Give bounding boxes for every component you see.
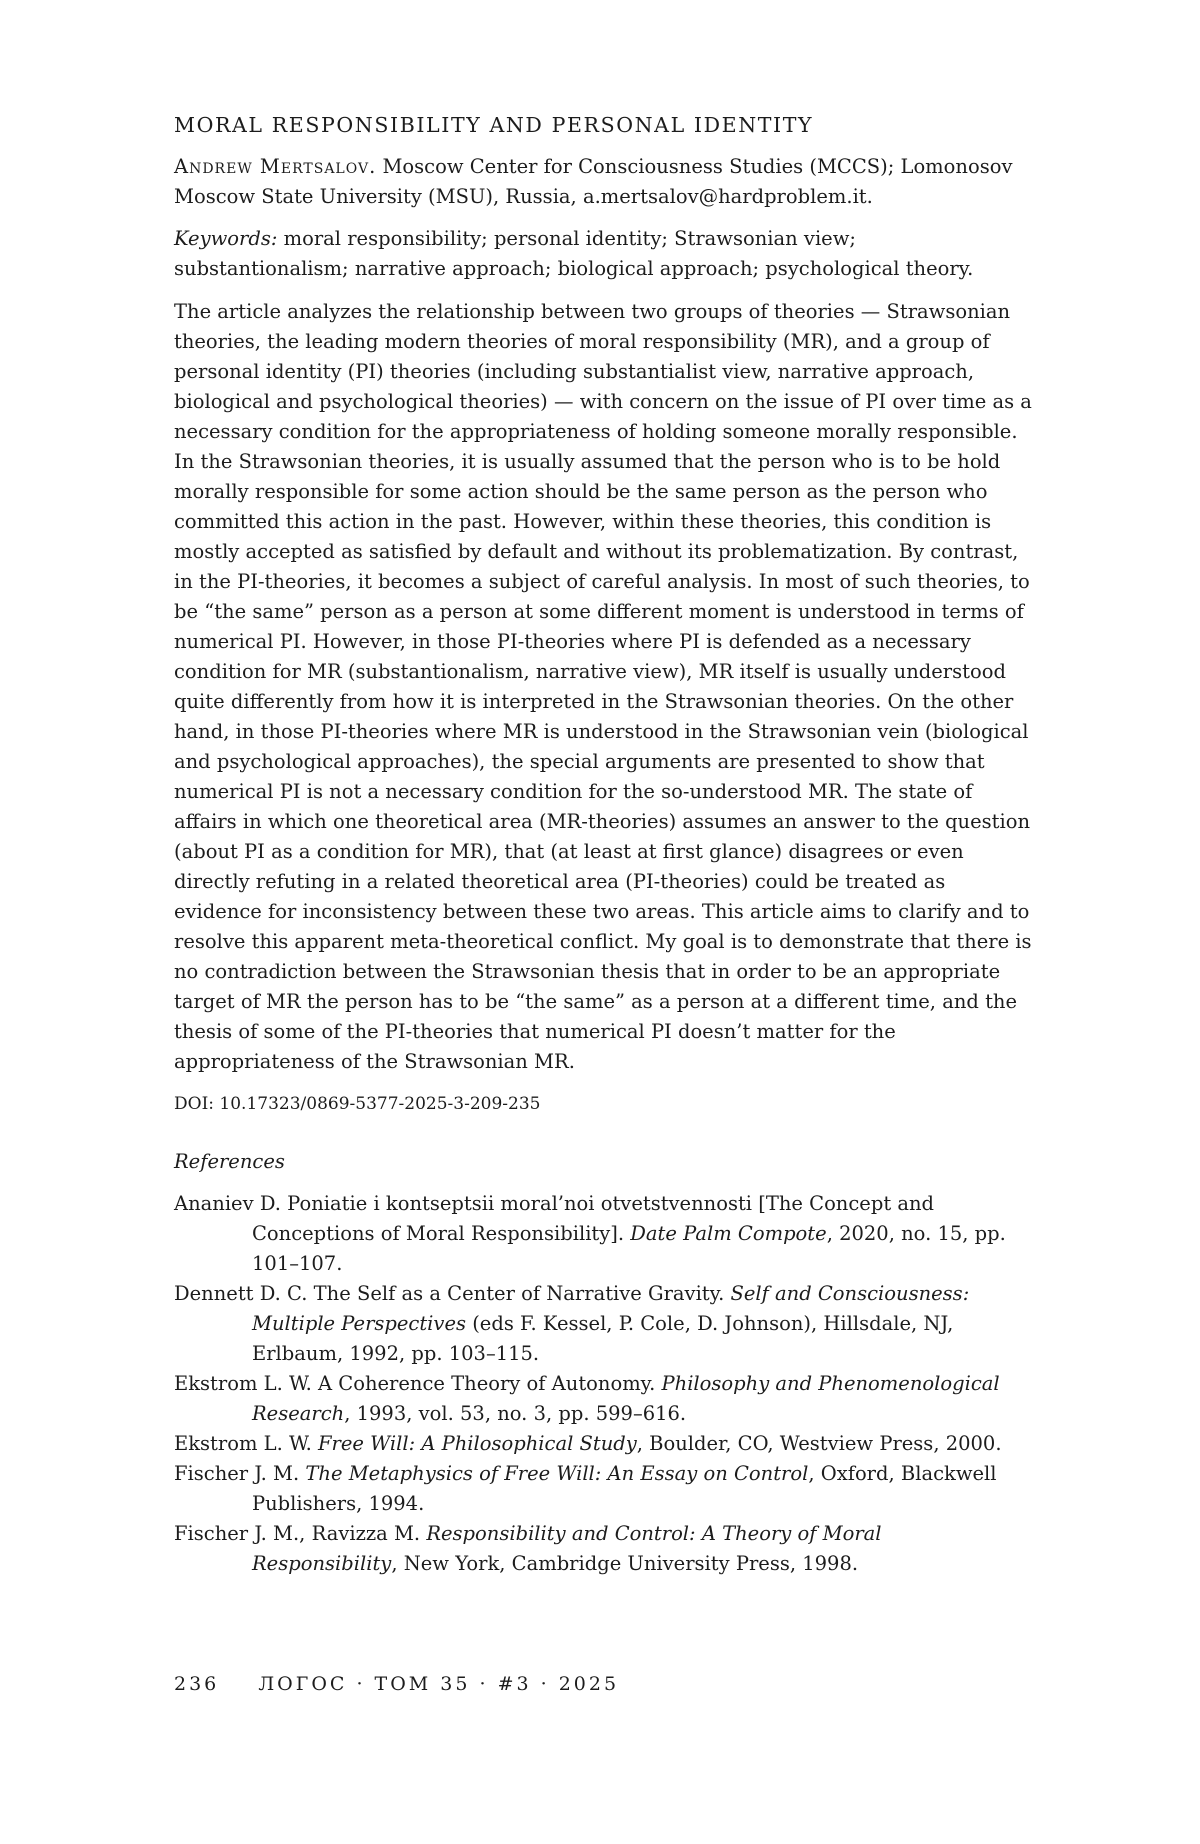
reference-item	[174, 1429, 1032, 1459]
reference-text: Ekstrom L. W.	[174, 1432, 319, 1455]
author-affiliation: Moscow Center for Consciousness Studies (MCCS); Lomonosov Moscow State University (MSU), Russia, a.mertsalov@hardproblem.it.	[174, 155, 1013, 208]
author-block	[174, 152, 1032, 212]
reference-item	[174, 1189, 1032, 1279]
keywords-label: Keywords:	[174, 227, 278, 250]
doi: DOI: 10.17323/0869-5377-2025-3-209-235	[174, 1094, 541, 1114]
reference-item	[174, 1369, 1032, 1429]
page-footer	[174, 1670, 619, 1698]
keywords-text: moral responsibility; personal identity; Strawsonian view; substantionalism; narrative approach; biological approach; psychological theory.	[174, 227, 974, 280]
reference-text: , 2020, no. 15, pp. 101–107.	[252, 1222, 1006, 1275]
reference-item	[174, 1459, 1032, 1519]
reference-title: Responsibility and Control: A Theory of Moral Responsibility	[252, 1522, 882, 1575]
keywords	[174, 224, 1032, 284]
reference-text: Ananiev D. Poniatie i kontseptsii moral’noi otvetstvennosti [The Concept and Conceptions of Moral Responsibility].	[174, 1192, 935, 1245]
reference-text: Fischer J. M., Ravizza M.	[174, 1522, 427, 1545]
reference-text: Ekstrom L. W. A Coherence Theory of Autonomy.	[174, 1372, 662, 1395]
reference-text: , Oxford, Blackwell Publishers, 1994.	[252, 1462, 997, 1515]
reference-text: , Boulder, CO, Westview Press, 2000.	[636, 1432, 1002, 1455]
reference-text: , New York, Cambridge University Press, 1998.	[391, 1552, 859, 1575]
page-number: 236	[174, 1673, 220, 1695]
reference-text: Dennett D. C. The Self as a Center of Narrative Gravity.	[174, 1282, 731, 1305]
reference-title: Self and Consciousness: Multiple Perspectives	[252, 1282, 970, 1335]
journal-info: ЛОГОС · ТОМ 35 · #3 · 2025	[258, 1673, 620, 1695]
article-page	[174, 108, 1032, 1579]
references-list	[174, 1189, 1032, 1579]
reference-text: Fischer J. M.	[174, 1462, 306, 1485]
reference-title: Date Palm Compote	[630, 1222, 827, 1245]
reference-title: Philosophy and Phenomenological Research	[252, 1372, 1000, 1425]
abstract: The article analyzes the relationship between two groups of theories — Strawsonian theories, the leading modern theories of moral responsibility (MR), and a group of personal identity (PI) theories (including substantialist view, narrative approach, biological and psychological theories) — with concern on the issue of PI over time as a necessary condition for the appropriateness of holding someone morally responsible. In the Strawsonian theories, it is usually assumed that the person who is to be hold morally responsible for some action should be the same person as the person who committed this action in the past. However, within these theories, this condition is mostly accepted as satisfied by default and without its problematization. By contrast, in the PI-theories, it becomes a subject of careful analysis. In most of such theories, to be “the same” person as a person at some different moment is understood in terms of numerical PI. However, in those PI-theories where PI is defended as a necessary condition for MR (substantionalism, narrative view), MR itself is usually understood quite differently from how it is interpreted in the Strawsonian theories. On the other hand, in those PI-theories where MR is understood in the Strawsonian vein (biological and psychological approaches), the special arguments are presented to show that numerical PI is not a necessary condition for the so-understood MR. The state of affairs in which one theoretical area (MR-theories) assumes an answer to the question (about PI as a condition for MR), that (at least at first glance) disagrees or even directly refuting in a related theoretical area (PI-theories) could be treated as evidence for inconsistency between these two areas. This article aims to clarify and to resolve this apparent meta-theoretical conflict. My goal is to demonstrate that there is no contradiction between the Strawsonian thesis that in order to be an appropriate target of MR the person has to be “the same” as a person at a different time, and the thesis of some of the PI-theories that numerical PI doesn’t matter for the appropriateness of the Strawsonian MR.	[174, 300, 1032, 1073]
reference-text: (eds F. Kessel, P. Cole, D. Johnson), Hillsdale, NJ, Erlbaum, 1992, pp. 103–115.	[252, 1312, 954, 1365]
reference-item	[174, 1519, 1032, 1579]
article-title: MORAL RESPONSIBILITY AND PERSONAL IDENTITY	[174, 113, 814, 137]
reference-title: The Metaphysics of Free Will: An Essay on Control	[305, 1462, 809, 1485]
reference-text: , 1993, vol. 53, no. 3, pp. 599–616.	[344, 1402, 687, 1425]
reference-title: Free Will: A Philosophical Study	[318, 1432, 637, 1455]
author-name: Andrew Mertsalov.	[174, 155, 377, 178]
reference-item	[174, 1279, 1032, 1369]
references-heading: References	[174, 1150, 285, 1173]
